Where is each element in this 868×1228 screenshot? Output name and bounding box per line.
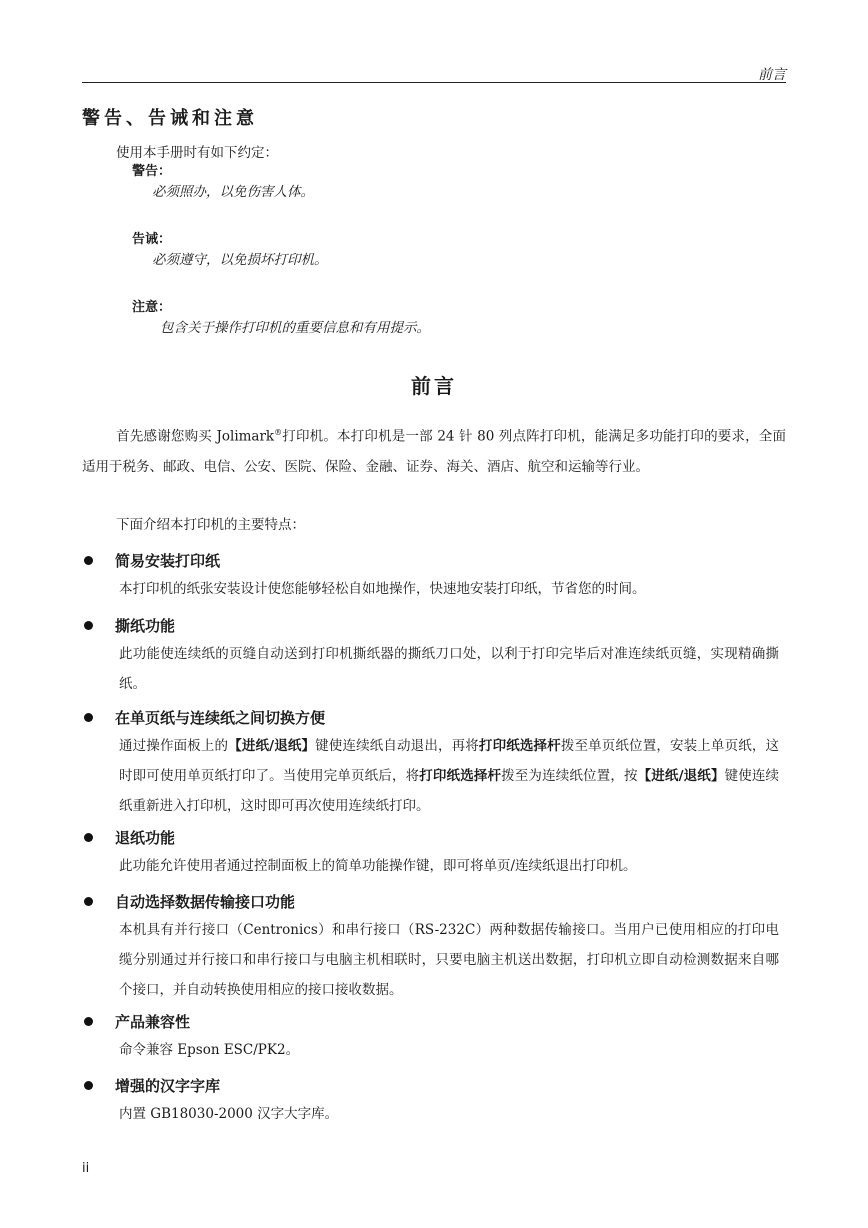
bullet-icon [84, 1017, 93, 1026]
bullet-icon [84, 713, 93, 722]
registered-mark: ® [274, 428, 283, 437]
header-rule [82, 82, 786, 83]
feature-body: 内置 GB18030-2000 汉字大字库。 [119, 1106, 339, 1122]
feature-body: 此功能允许使用者通过控制面板上的简单功能操作键，即可将单页/连续纸退出打印机。 [119, 858, 637, 874]
warning-text: 必须照办，以免伤害人体。 [152, 184, 314, 200]
preface-paragraph-2 [82, 510, 786, 540]
feature-body: 此功能使连续纸的页缝自动送到打印机撕纸器的撕纸刀口处，以利于打印完毕后对准连续纸页缝，实现精确撕纸。 [119, 646, 779, 692]
body-text: 拨至为连续纸位置，按 [501, 768, 638, 784]
body-text: 拨至单页纸位置，安装上单页纸，这时即可使用单页纸打印了。当使用完单页纸后，将 [119, 738, 780, 784]
note-text: 包含关于操作打印机的重要信息和有用提示。 [160, 320, 430, 336]
warnings-section-title: 警告、告诫和注意 [82, 108, 258, 129]
feature-title: 退纸功能 [115, 829, 176, 847]
paper-select-lever: 打印纸选择杆 [419, 768, 502, 784]
preface-p1-rest: 打印机。本打印机是一部 24 针 80 列点阵打印机，能满足多功能打印的要求，全面适用于税务、邮政、电信、公安、医院、保险、金融、证券、海关、酒店、航空和运输等行业。 [82, 428, 786, 475]
feature-title: 增强的汉字字库 [115, 1077, 221, 1095]
bullet-icon [84, 833, 93, 842]
caution-text: 必须遵守，以免损坏打印机。 [152, 252, 328, 268]
bullet-icon [84, 556, 93, 565]
page-number: ii [82, 1161, 90, 1176]
feature-title: 产品兼容性 [115, 1013, 191, 1031]
warning-label: 警告： [132, 164, 172, 179]
feed-eject-key: 【进纸/退纸】 [228, 738, 316, 754]
preface-paragraph-1 [82, 418, 786, 482]
feature-title: 简易安装打印纸 [115, 552, 221, 570]
paper-select-lever: 打印纸选择杆 [478, 738, 561, 754]
caution-label: 告诫： [132, 232, 172, 247]
feature-body: 本机具有并行接口（Centronics）和串行接口（RS-232C）两种数据传输接口。当用户已使用相应的打印电缆分别通过并行接口和串行接口与电脑主机相联时，只要电脑主机送出数据，打印机立即自动检测数据来自哪个接口，并自动转换使用相应的接口接收数据。 [119, 922, 779, 998]
preface-p1-start: 首先感谢您购买 Jolimark [116, 428, 275, 445]
bullet-icon [84, 1081, 93, 1090]
feature-title: 撕纸功能 [115, 617, 176, 635]
note-label: 注意： [132, 300, 172, 315]
body-text: 通过操作面板上的 [119, 738, 229, 754]
body-text: 键使连续纸自动退出，再将 [315, 738, 479, 754]
feature-title: 在单页纸与连续纸之间切换方便 [115, 709, 326, 727]
running-header-title: 前言 [758, 67, 786, 83]
feature-body: 本打印机的纸张安装设计使您能够轻松自如地操作，快速地安装打印纸，节省您的时间。 [119, 581, 646, 597]
bullet-icon [84, 897, 93, 906]
bullet-icon [84, 621, 93, 630]
feature-body: 命令兼容 Epson ESC/PK2。 [119, 1042, 300, 1058]
feed-eject-key: 【进纸/退纸】 [637, 768, 725, 784]
preface-title: 前言 [411, 374, 457, 398]
warnings-intro: 使用本手册时有如下约定： [116, 145, 278, 161]
preface-p2-text: 下面介绍本打印机的主要特点： [116, 517, 305, 533]
feature-title: 自动选择数据传输接口功能 [115, 893, 296, 911]
body-text: 键使连续纸重新进入打印机，这时即可再次使用连续纸打印。 [119, 768, 780, 814]
feature-body [119, 731, 779, 821]
